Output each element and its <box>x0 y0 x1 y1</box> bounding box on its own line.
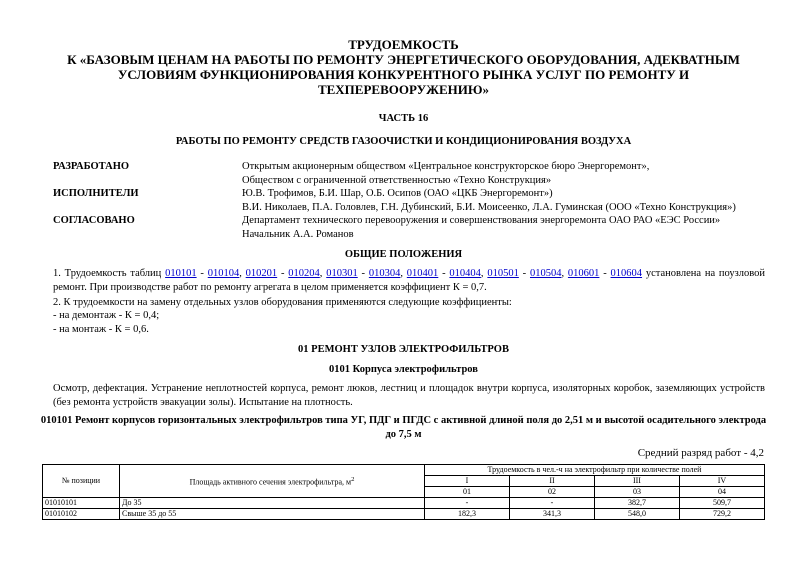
header-num-3: 03 <box>594 487 679 498</box>
cell-value: 341,3 <box>509 509 594 520</box>
header-roman-1: I <box>425 476 510 487</box>
header-roman-3: III <box>594 476 679 487</box>
executors-value-2: В.И. Николаев, П.А. Головлев, Г.Н. Дубинский, Б.И. Моисеенко, Л.А. Гуминская (ООО «Техно Конструкция») <box>242 201 736 213</box>
header-area-text: Площадь активного сечения электрофильтра, м <box>189 477 352 487</box>
cell-value: - <box>509 498 594 509</box>
cell-value: 509,7 <box>679 498 764 509</box>
table-row <box>43 509 765 520</box>
developed-value-2: Обществом с ограниченной ответственностью «Техно Конструкция» <box>242 174 552 186</box>
subsection-0101-text: Осмотр, дефектация. Устранение неплотностей корпуса, ремонт люков, лестниц и площадок внутри корпуса, изоляторных коробок, заземляющих устройств (без ремонта устройств эвакуации золы). Испытание на плотность. <box>53 383 765 408</box>
heading-line-2: К «БАЗОВЫМ ЦЕНАМ НА РАБОТЫ ПО РЕМОНТУ ЭНЕРГЕТИЧЕСКОГО ОБОРУДОВАНИЯ, АДЕКВАТНЫМ <box>67 52 740 67</box>
header-num-1: 01 <box>425 487 510 498</box>
document-heading <box>20 37 787 97</box>
cell-area: До 35 <box>120 498 425 509</box>
link-010104[interactable]: 010104 <box>207 268 240 279</box>
executors-label: ИСПОЛНИТЕЛИ <box>53 188 139 199</box>
header-area <box>120 465 425 498</box>
link-010604[interactable]: 010604 <box>610 268 643 279</box>
labor-table <box>42 464 765 520</box>
average-grade: Средний разряд работ - 4,2 <box>637 447 764 459</box>
link-010501[interactable]: 010501 <box>487 268 519 279</box>
cell-value: 548,0 <box>594 509 679 520</box>
section-title: РАБОТЫ ПО РЕМОНТУ СРЕДСТВ ГАЗООЧИСТКИ И КОНДИЦИОНИРОВАНИЯ ВОЗДУХА <box>175 136 632 147</box>
cell-area: Свыше 35 до 55 <box>120 509 425 520</box>
subsection-0101-title: 0101 Корпуса электрофильтров <box>329 364 478 375</box>
cell-value: 729,2 <box>679 509 764 520</box>
link-010204[interactable]: 010204 <box>288 268 320 279</box>
header-roman-2: II <box>509 476 594 487</box>
cell-value: - <box>425 498 510 509</box>
link-010301[interactable]: 010301 <box>326 268 358 279</box>
general-paragraph-2: 2. К трудоемкости на замену отдельных узлов оборудования применяются следующие коэффициенты: <box>53 297 512 308</box>
p1-end: установлена на поузловой ремонт. При производстве работ по ремонту агрегата в целом применяется коэффициент К = 0,7. <box>53 268 766 293</box>
link-010504[interactable]: 010504 <box>529 268 562 279</box>
developed-value-1: Открытым акционерным обществом «Центральное конструкторское бюро Энергоремонт», <box>242 161 650 172</box>
table-title: 010101 Ремонт корпусов горизонтальных электрофильтров типа УГ, ПДГ и ПГДС с активной длиной поля до 2,51 м и высотой осадительного электрода до 7,5 м <box>40 415 767 440</box>
general-paragraph-4: - на монтаж - К = 0,6. <box>53 324 149 335</box>
table-row <box>43 498 765 509</box>
link-010601[interactable]: 010601 <box>567 268 600 279</box>
general-title: ОБЩИЕ ПОЛОЖЕНИЯ <box>344 249 463 260</box>
header-roman-4: IV <box>679 476 764 487</box>
agreed-label: СОГЛАСОВАНО <box>53 215 135 226</box>
agreed-value-1: Департамент технического перевооружения и совершенствования энергоремонта ОАО РАО «ЕЭС России» <box>242 215 721 226</box>
general-paragraph-3: - на демонтаж - К = 0,4; <box>53 310 160 321</box>
header-labor: Трудоемкость в чел.-ч на электрофильтр при количестве полей <box>425 465 765 476</box>
heading-line-3: УСЛОВИЯМ ФУНКЦИОНИРОВАНИЯ КОНКУРЕНТНОГО РЫНКА УСЛУГ ПО РЕМОНТУ И <box>117 67 690 82</box>
link-010304[interactable]: 010304 <box>368 268 401 279</box>
section-01-title: 01 РЕМОНТ УЗЛОВ ЭЛЕКТРОФИЛЬТРОВ <box>298 344 509 355</box>
heading-line-1: ТРУДОЕМКОСТЬ <box>348 37 459 52</box>
header-position: № позиции <box>43 465 120 498</box>
cell-value: 182,3 <box>425 509 510 520</box>
developed-label: РАЗРАБОТАНО <box>53 161 130 172</box>
link-010101[interactable]: 010101 <box>165 268 197 279</box>
cell-position: 01010102 <box>43 509 120 520</box>
general-paragraph-1: 1. Трудоемкость таблиц 010101 - 010104, 010201 - 010204, 010301 - 010304, 010401 - 010404, 010501 - 010504, 010601 - 010604 установлена на поузловой ремонт. При производстве работ по ремонту агрегата в целом применяется коэффициент К = 0,7. <box>53 268 766 293</box>
heading-line-4: ТЕХПЕРЕВООРУЖЕНИЮ» <box>317 82 490 97</box>
cell-value: 382,7 <box>594 498 679 509</box>
part-title: ЧАСТЬ 16 <box>378 113 429 124</box>
executors-value-1: Ю.В. Трофимов, Б.И. Шар, О.Б. Осипов (ОАО «ЦКБ Энергоремонт») <box>242 188 553 199</box>
header-area-sup: 2 <box>351 475 355 483</box>
link-010401[interactable]: 010401 <box>406 268 439 279</box>
link-010404[interactable]: 010404 <box>449 268 481 279</box>
agreed-value-2: Начальник А.А. Романов <box>242 228 354 240</box>
header-num-2: 02 <box>509 487 594 498</box>
p1-start: 1. Трудоемкость таблиц <box>53 268 166 279</box>
link-010201[interactable]: 010201 <box>245 268 278 279</box>
cell-position: 01010101 <box>43 498 120 509</box>
header-num-4: 04 <box>679 487 764 498</box>
